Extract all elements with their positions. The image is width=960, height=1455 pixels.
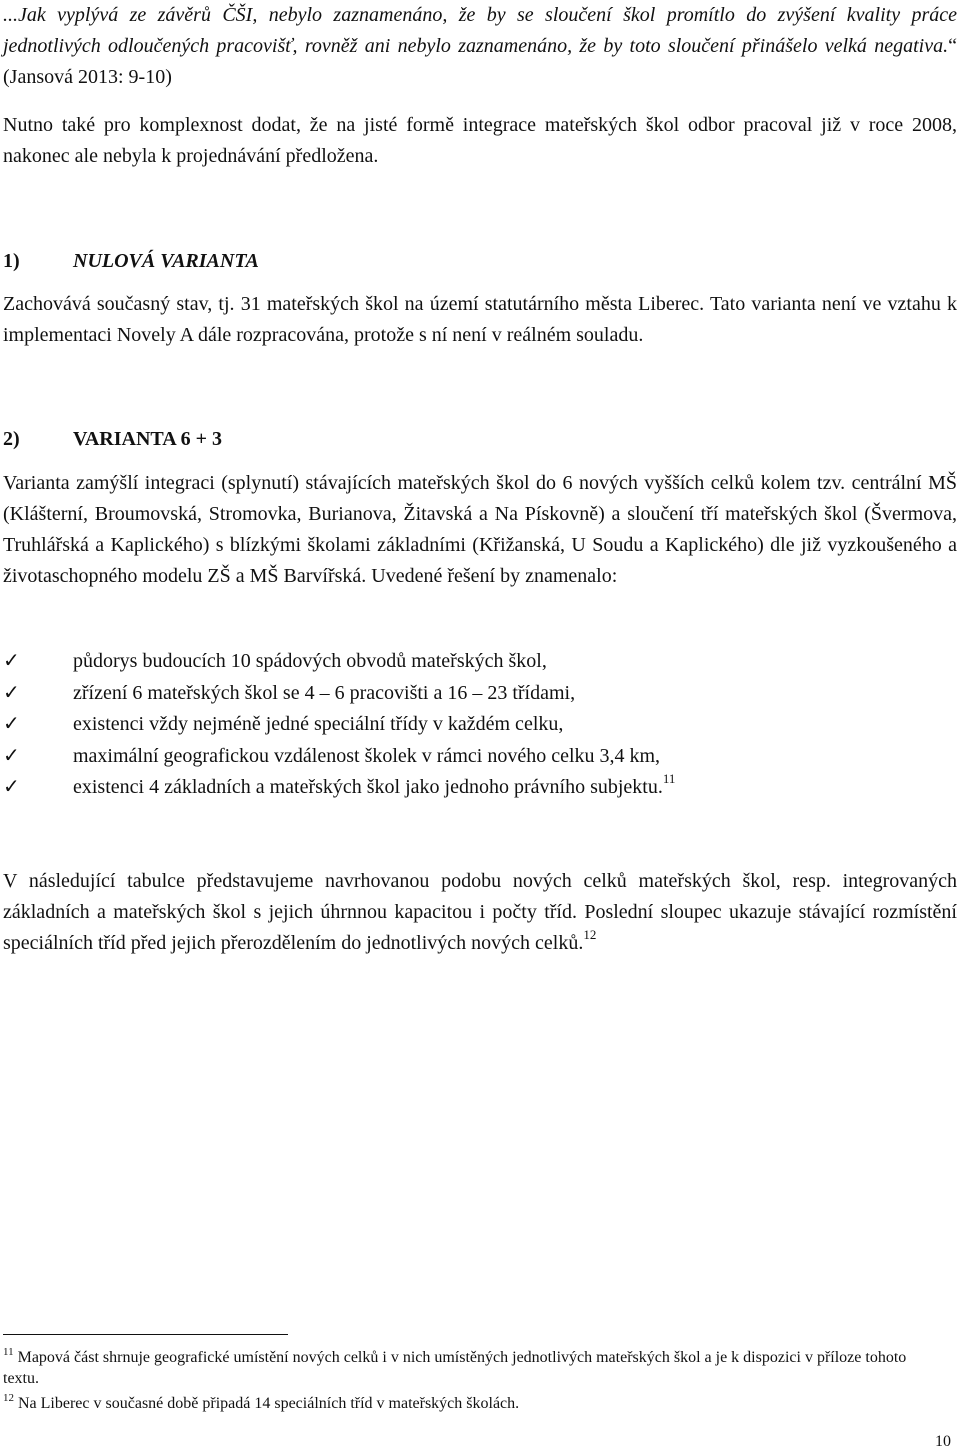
checkmark-icon: ✓ xyxy=(3,742,20,767)
footnote-11 xyxy=(3,1347,923,1389)
variant-1-text-start: Zachovává současný stav, tj. xyxy=(3,293,235,315)
list-item-text: maximální geografickou vzdálenost školek v rámci nového celku 3,4 km, xyxy=(73,744,661,767)
list-item xyxy=(3,708,675,740)
footnote-text: Mapová část shrnuje geografické umístění nových celků i v nich umístěných jednotlivých mateřských škol a je k dispozici v příloze tohoto textu. xyxy=(3,1349,907,1387)
page-number: 10 xyxy=(935,1433,951,1450)
table-intro-paragraph xyxy=(3,866,957,959)
heading-number: 2) xyxy=(3,428,20,450)
heading-variant-2 xyxy=(3,424,222,454)
list-item-text: zřízení 6 mateřských škol se 4 – 6 pracovišti a 16 – 23 třídami, xyxy=(73,681,576,704)
heading-title: NULOVÁ VARIANTA xyxy=(73,250,259,272)
checkmark-icon: ✓ xyxy=(3,679,20,704)
checkmark-icon: ✓ xyxy=(3,774,20,798)
list-item xyxy=(3,677,675,709)
footnote-number: 12 xyxy=(3,1392,14,1404)
checklist xyxy=(3,645,675,803)
list-item xyxy=(3,771,675,803)
footnote-ref-12[interactable]: 12 xyxy=(583,927,597,942)
footnote-separator xyxy=(3,1334,288,1335)
variant-1-text-rest: 31 mateřských škol na území statutárního města Liberec. Tato varianta není ve vztahu k implementaci Novely A dále rozpracována, protože s ní není v reálném souladu. xyxy=(3,293,958,346)
variant-1-paragraph xyxy=(3,289,957,351)
footnotes xyxy=(3,1347,923,1418)
variant-2-paragraph: Varianta zamýšlí integraci (splynutí) stávajících mateřských škol do 6 nových vyšších celků kolem tzv. centrální MŠ (Klášterní, Broumovská, Stromovka, Burianova, Žitavská a Na Pískovně) a sloučení tří mateřských škol (Švermova, Truhlářská a Kaplického) s blízkými školami základními (Křižanská, U Soudu a Kaplického) dle již vyzkoušeného a životaschopného modelu ZŠ a MŠ Barvířská. Uvedené řešení by znamenalo: xyxy=(3,472,957,587)
list-item xyxy=(3,740,675,772)
heading-number: 1) xyxy=(3,250,20,272)
footnote-text: Na Liberec v současné době připadá 14 speciálních tříd v mateřských školách. xyxy=(14,1395,520,1412)
list-item xyxy=(3,645,675,677)
intro-paragraph: Nutno také pro komplexnost dodat, že na jisté formě integrace mateřských škol odbor pracoval již v roce 2008, nakonec ale nebyla k projednávání předložena. xyxy=(3,114,957,167)
list-item-text: existenci 4 základních a mateřských škol jako jednoho právního subjektu. xyxy=(73,776,663,798)
table-intro-text: V následující tabulce představujeme navrhovanou podobu nových celků mateřských škol, resp. integrovaných základních a mateřských škol s jejich úhrnnou kapacitou i počty tříd. Poslední sloupec ukazuje stávající rozmístění speciálních tříd před jejich přerozdělením do jednotlivých nových celků. xyxy=(3,870,957,954)
footnote-12 xyxy=(3,1393,923,1414)
quote-paragraph xyxy=(3,0,957,93)
footnote-ref-11[interactable]: 11 xyxy=(662,771,676,786)
footnote-number: 11 xyxy=(3,1346,14,1358)
list-item-text: existenci vždy nejméně jedné speciální třídy v každém celku, xyxy=(73,713,564,735)
quote-text: ...Jak vyplývá ze závěrů ČŠI, nebylo zaznamenáno, že by se sloučení škol promítlo do zvýšení kvality práce jednotlivých odloučených pracovišť, rovněž ani nebylo zaznamenáno, že by toto sloučení přinášelo velká negativa. xyxy=(3,4,957,57)
quote-citation: “ (Jansová 2013: 9-10) xyxy=(3,35,957,88)
list-item-text: půdorys budoucích 10 spádových obvodů mateřských škol, xyxy=(73,650,547,672)
checkmark-icon: ✓ xyxy=(3,711,20,735)
heading-title: VARIANTA 6 + 3 xyxy=(73,428,223,450)
checkmark-icon: ✓ xyxy=(3,648,20,672)
heading-variant-1 xyxy=(3,246,259,276)
